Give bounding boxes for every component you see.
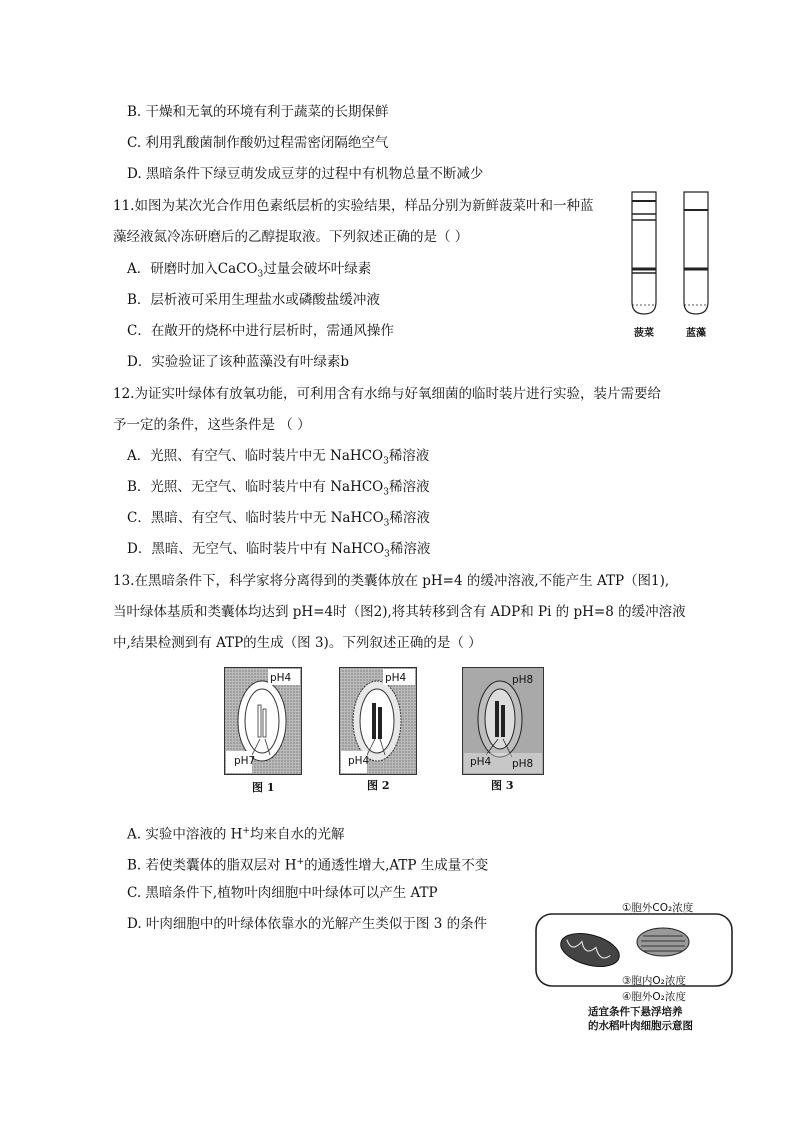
q11-option-d: D．实验验证了该种蓝藻没有叶绿素b [127,354,349,370]
q13-stem-line3: 中,结果检测到有 ATP的生成（图 3)。下列叙述正确的是（ ） [113,635,482,651]
cell-label-4: ④胞外O₂浓度 [622,991,686,1003]
fig3-ph-top: pH8 [512,674,534,686]
q13-option-a: A. 实验中溶液的 H+均来自水的光解 [127,826,345,843]
figure-3-caption: 图 3 [491,779,514,792]
q13-stem-line1: 13.在黑暗条件下，科学家将分离得到的类囊体放在 pH=4 的缓冲溶液,不能产生 ATP（图1), [113,573,670,589]
chromatography-tubes-figure [626,190,716,320]
q13-option-b: B. 若使类囊体的脂双层对 H+的通透性增大,ATP 生成量不变 [127,857,489,874]
fig1-ph-bottom: pH7 [234,755,256,767]
cyanobacteria-tube [684,192,708,314]
tube-label-cyanobacteria: 蓝藻 [686,328,706,339]
q12-stem-line1: 12.为证实叶绿体有放氧功能，可利用含有水绵与好氧细菌的临时装片进行实验，装片需要给 [113,386,661,402]
chloroplast-shape [637,928,689,956]
figure-2-caption: 图 2 [367,779,390,792]
cell-label-3: ③胞内O₂浓度 [622,975,686,987]
figure-1-caption: 图 1 [252,781,275,794]
fig1-ph-top: pH4 [270,672,292,684]
q13-option-d: D. 叶肉细胞中的叶绿体依靠水的光解产生类似于图 3 的条件 [127,916,488,932]
q11-stem-line2: 藻经液氮冷冻研磨后的乙醇提取液。下列叙述正确的是（ ） [113,229,469,245]
cell-label-1: ①胞外CO₂浓度 [622,902,694,914]
q10-option-b: B. 干燥和无氧的环境有利于蔬菜的长期保鲜 [127,104,389,120]
spinach-tube [632,192,656,314]
q11-option-b: B．层析液可采用生理盐水或磷酸盐缓冲液 [127,292,380,308]
q11-stem-line1: 11.如图为某次光合作用色素纸层析的实验结果，样品分别为新鲜菠菜叶和一种蓝 [113,198,594,214]
q12-option-c: C．黑暗、有空气、临时装片中无 NaHCO$_3$稀溶液 [127,510,430,529]
q10-option-d: D. 黑暗条件下绿豆萌发成豆芽的过程中有机物总量不断减少 [127,166,484,182]
fig2-ph-top: pH4 [385,672,407,684]
q13-stem-line2: 当叶绿体基质和类囊体均达到 pH=4时（图2),将其转移到含有 ADP和 Pi 的 pH=8 的缓冲溶液 [113,604,686,620]
q10-option-c: C. 利用乳酸菌制作酸奶过程需密闭隔绝空气 [127,135,389,151]
tube-label-spinach: 菠菜 [634,328,654,339]
fig2-ph-bottom: pH4 [348,755,370,767]
q13-option-c: C. 黑暗条件下,植物叶肉细胞中叶绿体可以产生 ATP [127,885,438,901]
fig3-ph-left: pH4 [470,756,492,768]
q12-option-a: A．光照、有空气、临时装片中无 NaHCO$_3$稀溶液 [127,448,430,467]
q12-stem-line2: 予一定的条件，这些条件是 （ ） [113,417,311,433]
cell-caption-line2: 的水稻叶肉细胞示意图 [588,1020,693,1032]
q12-option-d: D．黑暗、无空气、临时装片中有 NaHCO$_3$稀溶液 [127,541,431,560]
q11-option-c: C．在敞开的烧杯中进行层析时，需通风操作 [127,323,394,339]
q11-option-a: A．研磨时加入CaCO$_3$过量会破坏叶绿素 [127,261,372,280]
cell-caption-line1: 适宜条件下悬浮培养 [588,1006,683,1018]
fig3-ph-right: pH8 [512,758,534,770]
q12-option-b: B．光照、无空气、临时装片中有 NaHCO$_3$稀溶液 [127,479,430,498]
